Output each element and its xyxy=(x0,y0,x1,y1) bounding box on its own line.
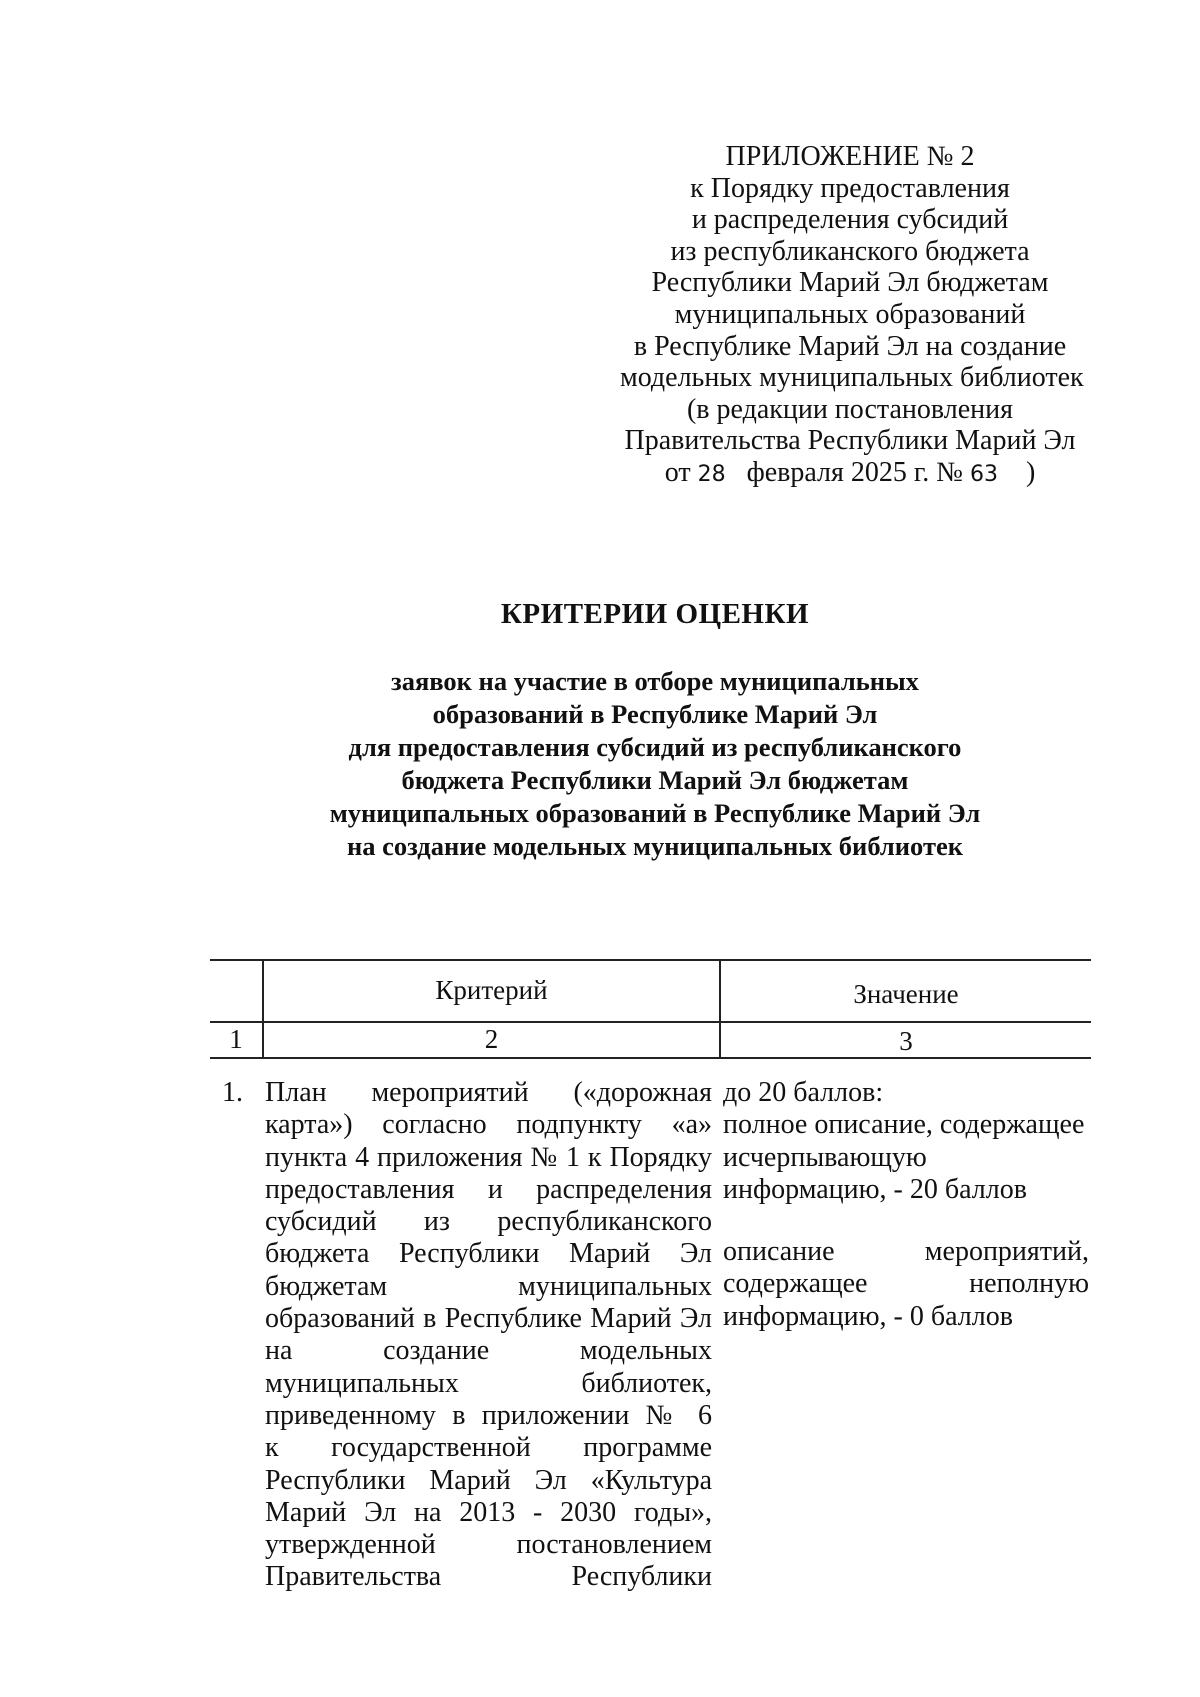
criterion-line: к государственной программе xyxy=(265,1432,712,1464)
value-text xyxy=(723,1077,1089,1333)
appendix-line: муниципальных образований xyxy=(674,298,1026,330)
subtitle-line: для предоставления субсидий из республиканского xyxy=(348,732,962,762)
date-month-year: февраля 2025 г. № xyxy=(746,456,963,488)
criterion-line: карта») согласно подпункту «а» xyxy=(265,1109,712,1141)
table-header-divider xyxy=(210,1021,1091,1023)
value-spacer xyxy=(723,1206,1089,1236)
column-number-3: 3 xyxy=(899,1026,913,1056)
resolution-date-line xyxy=(620,457,1080,491)
appendix-line: модельных муниципальных библиотек xyxy=(620,362,1084,394)
appendix-line: и распределения субсидий xyxy=(691,204,1009,236)
subtitle-line: муниципальных образований в Республике Марий Эл xyxy=(329,798,981,828)
header-value: Значение xyxy=(853,979,959,1009)
criterion-text xyxy=(265,1077,712,1594)
value-line: до 20 баллов: xyxy=(723,1077,884,1108)
criterion-line: утвержденной постановлением xyxy=(265,1529,712,1561)
date-suffix: ) xyxy=(1025,456,1036,488)
subtitle-line: заявок на участие в отборе муниципальных xyxy=(391,666,919,696)
value-line: содержащее неполную xyxy=(723,1268,1089,1300)
appendix-header xyxy=(620,141,1084,491)
value-line: информацию, - 20 баллов xyxy=(723,1173,1027,1205)
appendix-line: в Республике Марий Эл на создание xyxy=(633,330,1067,362)
value-line: полное описание, содержащее xyxy=(723,1109,1085,1141)
criterion-line: Марий Эл на 2013 - 2030 годы», xyxy=(265,1496,712,1528)
criterion-line: пункта 4 приложения № 1 к Порядку xyxy=(265,1141,712,1173)
resolution-number: 63 xyxy=(969,461,998,487)
subtitle-line: образований в Республике Марий Эл xyxy=(432,699,878,729)
date-prefix: от xyxy=(664,456,691,488)
criterion-line: образований в Республике Марий Эл xyxy=(265,1303,712,1335)
appendix-line: ПРИЛОЖЕНИЕ № 2 xyxy=(725,141,975,172)
column-number-2: 2 xyxy=(484,1024,499,1054)
appendix-line: к Порядку предоставления xyxy=(690,172,1010,204)
date-day: 28 xyxy=(697,461,726,487)
criterion-line: предоставления и распределения xyxy=(265,1173,712,1205)
row-number: 1. xyxy=(222,1077,243,1108)
appendix-line: из республиканского бюджета xyxy=(670,235,1030,267)
value-line: информацию, - 0 баллов xyxy=(723,1300,1013,1332)
criterion-line: Республики Марий Эл «Культура xyxy=(265,1464,712,1496)
criterion-line: бюджетам муниципальных xyxy=(265,1270,712,1302)
table-numbering-divider xyxy=(210,1057,1091,1059)
value-line: исчерпывающую xyxy=(723,1141,927,1173)
document-title: КРИТЕРИИ ОЦЕНКИ xyxy=(500,598,810,630)
criterion-line: бюджета Республики Марий Эл xyxy=(265,1238,712,1270)
criterion-line: муниципальных библиотек, xyxy=(265,1367,712,1399)
value-line: описание мероприятий, xyxy=(723,1236,1089,1268)
subtitle-line: на создание модельных муниципальных библиотек xyxy=(346,831,963,861)
appendix-line: (в редакции постановления xyxy=(686,393,1014,425)
document-subtitle xyxy=(0,665,1200,863)
criterion-line: субсидий из республиканского xyxy=(265,1206,712,1238)
column-number-1: 1 xyxy=(229,1024,243,1054)
subtitle-line: бюджета Республики Марий Эл бюджетам xyxy=(401,765,909,795)
table-top-border xyxy=(210,959,1091,961)
criterion-line: приведенному в приложении № 6 xyxy=(265,1399,712,1431)
appendix-line: Правительства Республики Марий Эл xyxy=(624,425,1076,457)
criterion-line: на создание модельных xyxy=(265,1335,712,1367)
appendix-line: Республики Марий Эл бюджетам xyxy=(651,267,1049,299)
header-criterion: Критерий xyxy=(435,975,548,1005)
criterion-line: План мероприятий («дорожная xyxy=(265,1077,712,1108)
criterion-line: Правительства Республики xyxy=(265,1561,712,1593)
